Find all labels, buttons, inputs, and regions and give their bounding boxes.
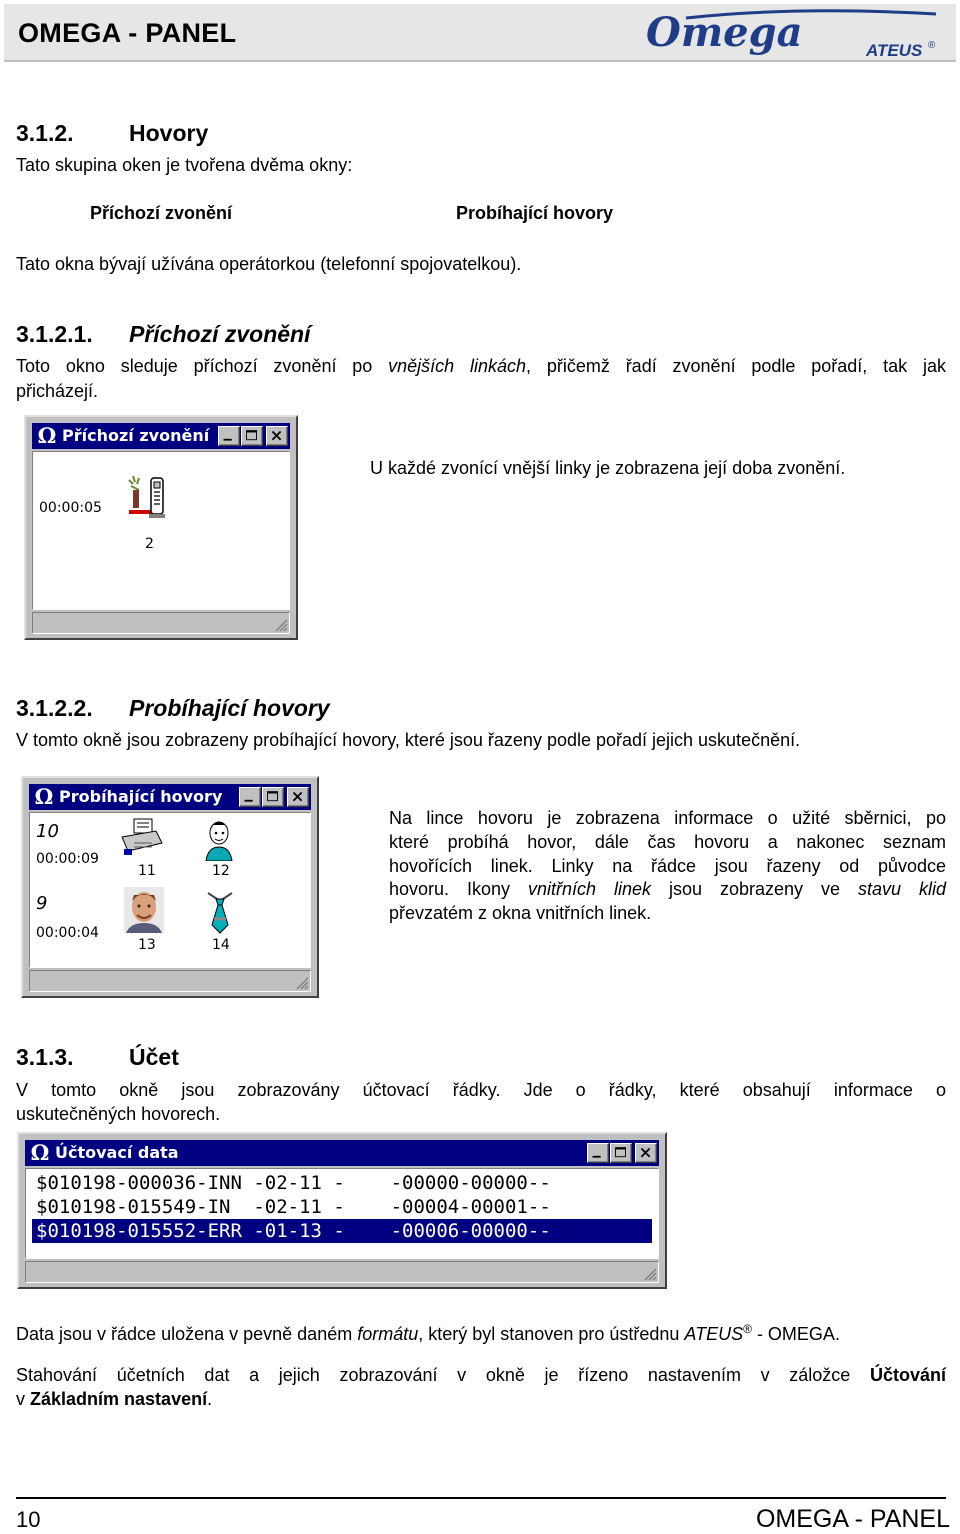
text-run: , který byl stanoven pro ústřednu — [418, 1324, 685, 1344]
heading-number: 3.1.3. — [16, 1044, 74, 1070]
ringing-phone-icon[interactable] — [121, 472, 171, 528]
text-run: Data jsou v řádce uložena v pevně daném — [16, 1324, 358, 1344]
heading-title: Účet — [129, 1044, 179, 1070]
heading-number: 3.1.2.1. — [16, 321, 93, 347]
text-run: jsou zobrazeny ve — [651, 879, 858, 899]
maximize-button[interactable] — [241, 426, 263, 446]
text-run: Toto okno sleduje příchozí zvonění po — [16, 356, 389, 376]
desc-line: které probíhá hovor, dále čas hovoru a nakonec seznam — [389, 832, 946, 852]
resize-grip-icon[interactable] — [641, 1265, 657, 1281]
logo-reg: ® — [928, 40, 936, 51]
statusbar — [29, 970, 311, 992]
logo-sub: ATEUS — [866, 41, 923, 60]
incoming-window-content — [32, 451, 290, 610]
emphasis-inner-lines: vnitřních linek — [528, 879, 652, 899]
omega-app-icon: Ω — [37, 423, 57, 448]
billing-row[interactable]: $010198-000036-INN -02-11 - -00000-00000-- — [36, 1172, 551, 1194]
paragraph-incoming — [16, 355, 946, 378]
desc-line — [389, 878, 946, 901]
text-run: . — [207, 1389, 213, 1409]
fax-icon[interactable] — [118, 817, 164, 859]
photo-avatar-icon[interactable] — [124, 887, 164, 933]
paragraph-download — [16, 1364, 946, 1387]
window-name-incoming: Příchozí zvonění — [90, 203, 233, 223]
maximize-icon — [263, 788, 283, 806]
maximize-icon — [242, 427, 262, 445]
heading-3-1-3 — [16, 1044, 179, 1071]
page-number: 10 — [16, 1507, 41, 1532]
billing-window[interactable] — [17, 1132, 667, 1289]
text-run: , přičemž řadí zvonění podle pořadí, tak jak — [526, 356, 946, 376]
close-icon — [267, 427, 287, 445]
paragraph-download-end — [16, 1388, 212, 1411]
heading-title: Hovory — [129, 120, 209, 146]
text-run: - OMEGA. — [751, 1324, 840, 1344]
heading-number: 3.1.2.2. — [16, 695, 93, 721]
call-duration: 00:00:09 — [36, 851, 99, 867]
call-bus-number: 10 — [36, 821, 59, 842]
window-name-active: Probíhající hovory — [456, 203, 614, 223]
heading-title: Probíhající hovory — [129, 695, 330, 721]
heading-3-1-2 — [16, 120, 208, 147]
footer-title: OMEGA - PANEL — [755, 1505, 950, 1533]
close-button[interactable] — [635, 1143, 657, 1163]
bold-basic-settings: Základním nastavení — [30, 1389, 208, 1409]
omega-app-icon: Ω — [30, 1140, 50, 1165]
intro-text: Tato skupina oken je tvořena dvěma okny: — [16, 155, 353, 175]
active-window-content — [29, 812, 311, 968]
close-button[interactable] — [266, 426, 288, 446]
statusbar — [32, 612, 290, 634]
resize-grip-icon[interactable] — [293, 974, 309, 990]
ring-time: 00:00:05 — [39, 500, 102, 516]
omega-ateus-logo — [646, 8, 946, 60]
person-icon[interactable] — [202, 817, 236, 861]
tie-person-icon[interactable] — [202, 889, 238, 935]
emphasis-ateus: ATEUS — [684, 1324, 744, 1344]
paragraph-active: V tomto okně jsou zobrazeny probíhající hovory, které jsou řazeny podle pořadí jejich uskutečnění. — [16, 730, 801, 750]
maximize-icon — [611, 1144, 631, 1162]
active-window-titlebar[interactable] — [29, 784, 311, 810]
omega-app-icon: Ω — [34, 784, 54, 809]
call-line-number: 13 — [138, 937, 156, 953]
active-window-title: Probíhající hovory — [59, 787, 223, 806]
desc-line: Na lince hovoru je zobrazena informace o užité sběrnici, po — [389, 808, 946, 828]
desc-line: hovořících linek. Linky na řádce jsou řazeny od původce — [389, 856, 946, 876]
text-run: v — [16, 1389, 31, 1409]
billing-row[interactable]: $010198-015549-IN -02-11 - -00004-00001-- — [36, 1196, 551, 1218]
maximize-button[interactable] — [610, 1143, 632, 1163]
resize-grip-icon[interactable] — [272, 616, 288, 632]
outro-text: Tato okna bývají užívána operátorkou (telefonní spojovatelkou). — [16, 254, 522, 274]
emphasis-format: formátu — [357, 1324, 419, 1344]
call-line-number: 12 — [212, 863, 230, 879]
heading-3-1-2-1 — [16, 321, 310, 348]
ringing-line-number: 2 — [145, 536, 154, 552]
call-line-number: 11 — [138, 863, 156, 879]
registered-mark: ® — [743, 1322, 752, 1336]
text-run: hovoru. Ikony — [389, 879, 528, 899]
billing-window-content — [25, 1168, 659, 1259]
paragraph-account: V tomto okně jsou zobrazovány účtovací řádky. Jde o řádky, které obsahují informace o — [16, 1080, 946, 1100]
paragraph-incoming-end: přicházejí. — [16, 381, 99, 401]
heading-3-1-2-2 — [16, 695, 330, 722]
emphasis-outer-lines: vnějších linkách — [388, 356, 527, 376]
minimize-icon — [219, 427, 239, 445]
logo-text: Omega — [646, 9, 803, 56]
call-bus-number: 9 — [36, 893, 48, 914]
billing-window-titlebar[interactable] — [25, 1140, 659, 1166]
emphasis-idle-state: stavu klid — [857, 879, 946, 899]
close-icon — [288, 788, 308, 806]
text-run: Stahování účetních dat a jejich zobrazování v okně je řízeno nastavením v záložce — [16, 1365, 870, 1385]
heading-number: 3.1.2. — [16, 120, 74, 146]
minimize-icon — [240, 788, 260, 806]
bold-billing-tab: Účtování — [869, 1365, 946, 1385]
active-calls-window[interactable] — [21, 776, 319, 998]
header-title: OMEGA - PANEL — [18, 18, 237, 48]
billing-row-selected[interactable]: $010198-015552-ERR -01-13 - -00006-00000-- — [32, 1219, 652, 1243]
incoming-window-title: Příchozí zvonění — [62, 426, 210, 445]
maximize-button[interactable] — [262, 787, 284, 807]
paragraph-account-end: uskutečněných hovorech. — [16, 1104, 221, 1124]
call-line-number: 14 — [212, 937, 230, 953]
billing-window-title: Účtovací data — [55, 1143, 179, 1162]
call-duration: 00:00:04 — [36, 925, 99, 941]
close-icon — [636, 1144, 656, 1162]
page-header — [4, 4, 956, 62]
minimize-button[interactable] — [218, 426, 240, 446]
statusbar — [25, 1261, 659, 1283]
desc-line: převzatém z okna vnitřních linek. — [389, 903, 652, 923]
minimize-button[interactable] — [587, 1143, 609, 1163]
incoming-window-titlebar[interactable] — [32, 423, 290, 449]
footer-rule — [16, 1497, 946, 1499]
paragraph-format — [16, 1318, 840, 1346]
incoming-caption: U každé zvonící vnější linky je zobrazena její doba zvonění. — [370, 458, 846, 478]
close-button[interactable] — [287, 787, 309, 807]
heading-title: Příchozí zvonění — [129, 321, 311, 347]
incoming-window[interactable] — [24, 415, 298, 640]
minimize-icon — [588, 1144, 608, 1162]
minimize-button[interactable] — [239, 787, 261, 807]
